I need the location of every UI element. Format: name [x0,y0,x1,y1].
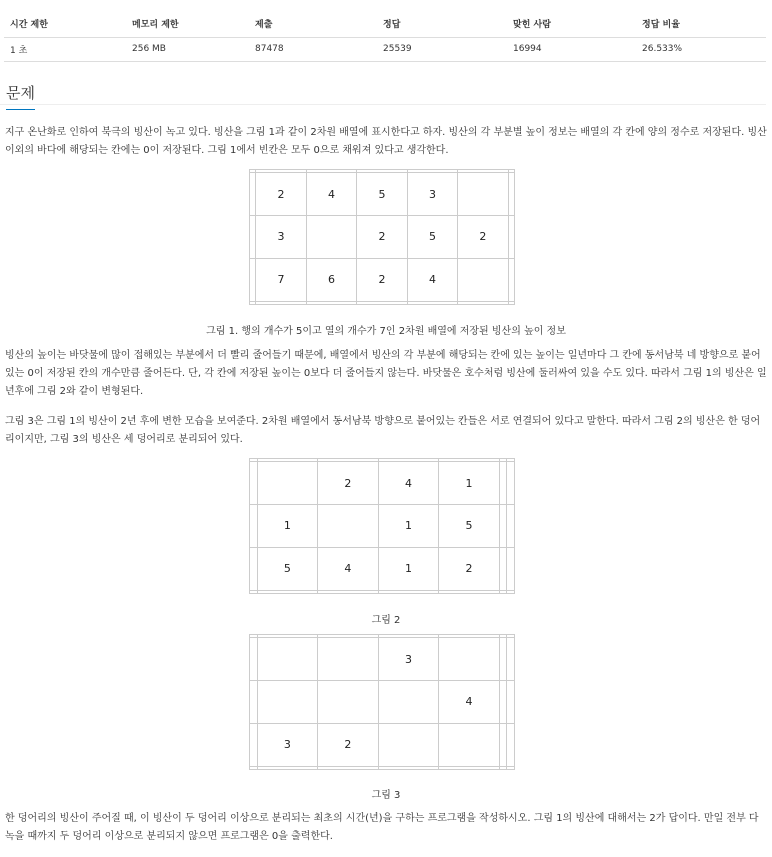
grid-cell: 1 [257,505,318,548]
grid-cell [507,638,515,681]
info-value-row [4,37,766,61]
grid-row [250,462,515,505]
grid-cell: 1 [378,547,439,590]
grid-cell [257,590,318,593]
grid-cell [507,505,515,548]
grid-cell [318,766,379,769]
grid-cell [499,638,507,681]
grid-cell [250,462,258,505]
grid-cell: 4 [318,547,379,590]
grid-cell [250,638,258,681]
grid-cell [318,681,379,724]
grid-cell [439,590,500,593]
grid-cell [257,766,318,769]
grid-cell [250,723,258,766]
grid-cell: 4 [306,173,356,216]
grid-cell [499,723,507,766]
grid-cell [458,301,508,304]
grid-row [250,547,515,590]
grid-cell: 5 [407,216,457,259]
grid-cell: 2 [439,547,500,590]
grid-cell [318,638,379,681]
grid-cell: 5 [439,505,500,548]
grid-cell [508,301,514,304]
grid-cell: 5 [257,547,318,590]
grid-cell: 1 [378,505,439,548]
ratio-value: 26.533% [636,37,766,61]
grid-cell: 2 [256,173,306,216]
grid-cell [250,505,258,548]
grid-cell [250,681,258,724]
grid-cell [439,723,500,766]
grid-cell [507,590,515,593]
grid-row [250,681,515,724]
accepted-header: 정답 [377,11,507,37]
submissions-value: 87478 [249,37,377,61]
info-header-row [4,11,766,37]
accepted-value: 25539 [377,37,507,61]
solvers-header: 맞힌 사람 [507,11,636,37]
problem-paragraph-3: 그림 3은 그림 1의 빙산이 2년 후에 변한 모습을 보여준다. 2차원 배열에서 동서남북 방향으로 붙어있는 칸들은 서로 연결되어 있다고 말한다. 따라서 그림 2의 빙산은 한 덩어리이지만, 그림 3의 빙산은 세 덩어리로 분리되어 있다. [5,416,761,445]
grid-cell [257,638,318,681]
grid-cell [499,547,507,590]
grid-cell [507,766,515,769]
grid-cell: 2 [318,462,379,505]
grid-cell [458,173,508,216]
grid-cell: 2 [318,723,379,766]
figure-1-grid [249,169,515,305]
grid-cell [378,723,439,766]
grid-cell: 3 [256,216,306,259]
grid-cell: 1 [439,462,500,505]
grid-cell: 3 [257,723,318,766]
grid-cell: 5 [357,173,407,216]
grid-cell [439,638,500,681]
grid-row [250,638,515,681]
grid-cell [257,681,318,724]
grid-cell [378,766,439,769]
grid-cell [250,766,258,769]
memory-limit-value: 256 MB [126,37,249,61]
grid-cell: 3 [378,638,439,681]
grid-cell [257,462,318,505]
grid-cell [407,301,457,304]
grid-cell [306,216,356,259]
grid-cell [256,301,306,304]
grid-cell [507,547,515,590]
grid-cell: 2 [458,216,508,259]
problem-section-title: 문제 [6,82,35,110]
grid-cell [507,723,515,766]
grid-cell: 6 [306,258,356,301]
grid-cell [499,462,507,505]
grid-cell [499,590,507,593]
figure-2-caption: 그림 2 [371,615,401,626]
grid-cell [318,505,379,548]
grid-cell: 7 [256,258,306,301]
grid-cell [306,301,356,304]
grid-cell [508,258,514,301]
grid-row [250,216,515,259]
grid-cell [499,505,507,548]
grid-cell [508,173,514,216]
figure-2-grid [249,458,515,594]
grid-cell: 2 [357,216,407,259]
problem-paragraph-4: 한 덩어리의 빙산이 주어질 때, 이 빙산이 두 덩어리 이상으로 분리되는 최초의 시간(년)을 구하는 프로그램을 작성하시오. 그림 1의 빙산에 대해서는 2가 답이다. 만일 전부 다 녹을 때까지 두 덩어리 이상으로 분리되지 않으면 프로그램은 0을 출력한다. [5,813,759,842]
section-divider [0,104,766,105]
problem-paragraph-1: 지구 온난화로 인하여 북극의 빙산이 녹고 있다. 빙산을 그림 1과 같이 2차원 배열에 표시한다고 하자. 빙산의 각 부분별 높이 정보는 배열의 각 칸에 양의 정수로 저장된다. 빙산 이외의 바다에 해당되는 칸에는 0이 저장된다. 그림 1에서 빈칸은 모두 0으로 채워져 있다고 생각한다. [5,127,767,156]
grid-cell [499,766,507,769]
grid-cell [499,681,507,724]
grid-cell [507,681,515,724]
grid-row [250,301,515,304]
grid-cell [378,590,439,593]
figure-1-caption: 그림 1. 행의 개수가 5이고 열의 개수가 7인 2차원 배열에 저장된 빙산의 높이 정보 [206,326,566,337]
grid-cell: 4 [407,258,457,301]
grid-cell [250,590,258,593]
grid-row [250,766,515,769]
grid-cell: 4 [439,681,500,724]
figure-3-caption: 그림 3 [371,790,401,801]
grid-cell: 3 [407,173,457,216]
grid-cell [507,462,515,505]
grid-row [250,505,515,548]
grid-cell [378,681,439,724]
submissions-header: 제출 [249,11,377,37]
figure-3-grid [249,634,515,770]
solvers-value: 16994 [507,37,636,61]
time-limit-header: 시간 제한 [4,11,126,37]
grid-cell [508,216,514,259]
grid-cell [458,258,508,301]
grid-cell [439,766,500,769]
time-limit-value: 1 초 [4,37,126,61]
grid-cell [250,547,258,590]
grid-row [250,590,515,593]
grid-cell [357,301,407,304]
problem-paragraph-2: 빙산의 높이는 바닷물에 많이 접해있는 부분에서 더 빨리 줄어들기 때문에, 배열에서 빙산의 각 부분에 해당되는 칸에 있는 높이는 일년마다 그 칸에 동서남북 네 방향으로 붙어있는 0이 저장된 칸의 개수만큼 줄어든다. 단, 각 칸에 저장된 높이는 0보다 더 줄어들지 않는다. 바닷물은 호수처럼 빙산에 둘러싸여 있을 수도 있다. 따라서 그림 1의 빙산은 일년후에 그림 2와 같이 변형된다. [5,350,767,397]
grid-cell: 4 [378,462,439,505]
grid-row [250,258,515,301]
grid-cell [318,590,379,593]
memory-limit-header: 메모리 제한 [126,11,249,37]
problem-info-table [4,11,766,62]
grid-cell: 2 [357,258,407,301]
ratio-header: 정답 비율 [636,11,766,37]
grid-row [250,723,515,766]
grid-row [250,173,515,216]
